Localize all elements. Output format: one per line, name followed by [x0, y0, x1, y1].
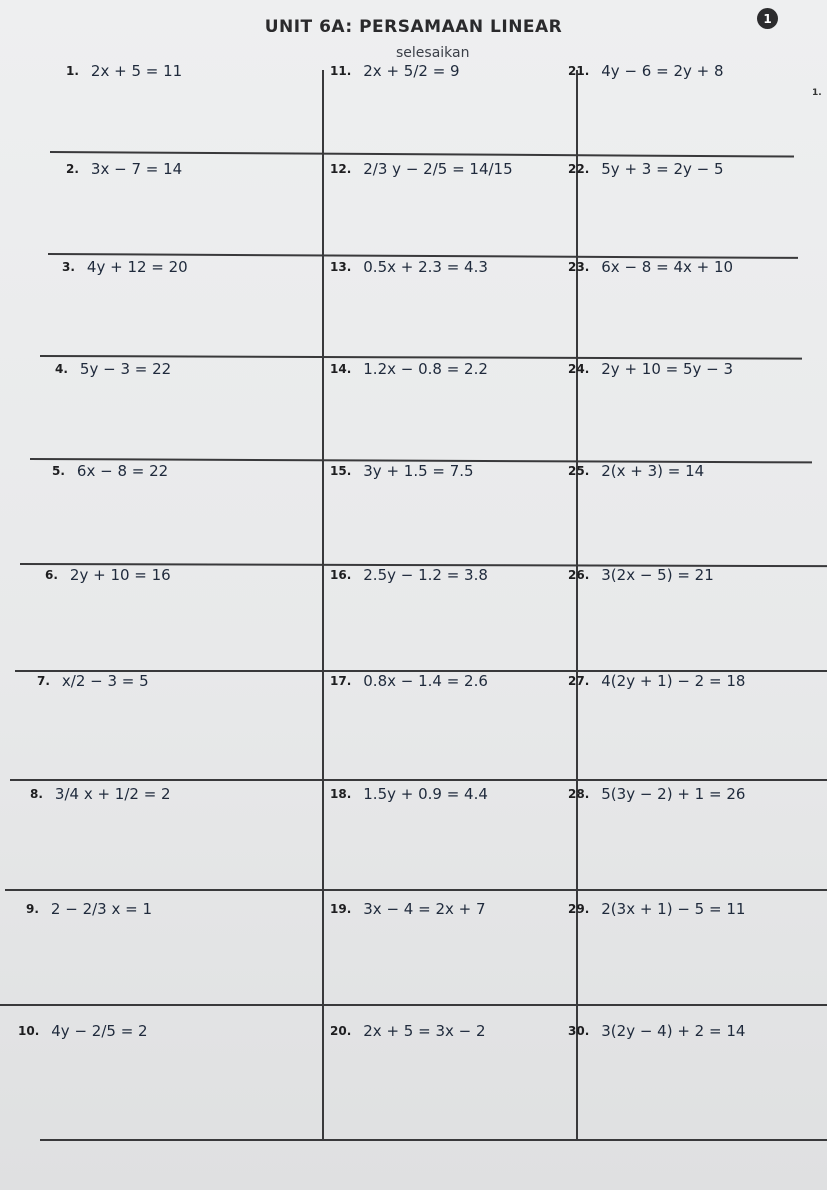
problem-equation: 3(2x − 5) = 21	[601, 566, 714, 584]
row-divider	[10, 779, 827, 781]
problem-equation: 5y − 3 = 22	[79, 360, 172, 378]
problem-item	[66, 160, 182, 178]
problem-equation: x/2 − 3 = 5	[61, 672, 149, 690]
problem-number: 23.	[568, 260, 590, 274]
problem-equation: 0.8x − 1.4 = 2.6	[363, 672, 488, 690]
problem-item	[330, 1022, 486, 1040]
problem-item	[568, 566, 714, 584]
problem-item	[330, 360, 488, 378]
problem-number: 14.	[330, 362, 352, 376]
problem-item	[568, 900, 745, 918]
problem-equation: 4y − 6 = 2y + 8	[601, 62, 724, 80]
problem-equation: 2/3 y − 2/5 = 14/15	[363, 160, 513, 178]
problem-equation: 2x + 5 = 11	[90, 62, 183, 80]
problem-item	[18, 1022, 148, 1040]
worksheet-title: UNIT 6A: PERSAMAAN LINEAR	[264, 17, 563, 37]
problem-item	[330, 900, 486, 918]
problem-item	[37, 672, 149, 690]
problem-item	[330, 672, 488, 690]
problem-item	[330, 785, 488, 803]
problem-equation: 0.5x + 2.3 = 4.3	[363, 258, 488, 276]
problem-item	[330, 160, 513, 178]
problem-number: 22.	[568, 162, 590, 176]
problem-item	[330, 62, 460, 80]
problem-equation: 2y + 10 = 5y − 3	[601, 360, 734, 378]
page-number-badge: 1	[757, 8, 778, 29]
problem-number: 18.	[330, 787, 352, 801]
problem-number: 19.	[330, 902, 352, 916]
problem-item	[568, 160, 724, 178]
problem-item	[66, 62, 182, 80]
problem-item	[568, 672, 745, 690]
problem-item	[30, 785, 171, 803]
problem-number: 16.	[330, 568, 352, 582]
problem-number: 10.	[18, 1024, 40, 1038]
problem-item	[52, 462, 168, 480]
problem-number: 2.	[66, 162, 79, 176]
problem-number: 11.	[330, 64, 352, 78]
instruction-note: selesaikan	[396, 45, 470, 61]
problem-number: 29.	[568, 902, 590, 916]
problem-item	[568, 258, 733, 276]
problem-equation: 1.2x − 0.8 = 2.2	[363, 360, 488, 378]
problem-equation: 2x + 5/2 = 9	[363, 62, 460, 80]
problem-number: 6.	[45, 568, 58, 582]
problem-equation: 2(x + 3) = 14	[601, 462, 705, 480]
problem-equation: 1.5y + 0.9 = 4.4	[363, 785, 488, 803]
row-divider	[40, 1139, 827, 1141]
problem-equation: 2y + 10 = 16	[69, 566, 171, 584]
problem-number: 4.	[55, 362, 68, 376]
problem-number: 9.	[26, 902, 39, 916]
problem-item	[62, 258, 188, 276]
problem-equation: 5y + 3 = 2y − 5	[601, 160, 724, 178]
problem-number: 25.	[568, 464, 590, 478]
problem-item	[568, 1022, 745, 1040]
column-divider	[576, 70, 578, 1140]
row-divider	[40, 355, 802, 360]
problem-number: 21.	[568, 64, 590, 78]
problem-item	[330, 462, 474, 480]
problem-equation: 4y + 12 = 20	[86, 258, 188, 276]
row-divider	[5, 889, 827, 891]
problem-item	[55, 360, 171, 378]
problem-number: 28.	[568, 787, 590, 801]
problem-item	[45, 566, 171, 584]
problem-equation: 3x − 7 = 14	[90, 160, 183, 178]
row-divider	[0, 1004, 827, 1006]
problem-item	[568, 785, 745, 803]
problem-number: 3.	[62, 260, 75, 274]
problem-item	[330, 258, 488, 276]
problem-number: 8.	[30, 787, 43, 801]
problem-number: 7.	[37, 674, 50, 688]
problem-equation: 6x − 8 = 22	[76, 462, 169, 480]
problem-number: 13.	[330, 260, 352, 274]
row-divider	[50, 151, 794, 158]
problem-number: 30.	[568, 1024, 590, 1038]
problem-number: 26.	[568, 568, 590, 582]
problem-equation: 3y + 1.5 = 7.5	[363, 462, 474, 480]
problem-item	[26, 900, 152, 918]
problem-number: 5.	[52, 464, 65, 478]
problem-item	[568, 62, 724, 80]
problem-number: 20.	[330, 1024, 352, 1038]
problem-item	[330, 566, 488, 584]
problem-equation: 5(3y − 2) + 1 = 26	[601, 785, 746, 803]
problem-equation: 2 − 2/3 x = 1	[50, 900, 153, 918]
problem-equation: 2x + 5 = 3x − 2	[363, 1022, 486, 1040]
problem-equation: 6x − 8 = 4x + 10	[601, 258, 734, 276]
problem-equation: 4y − 2/5 = 2	[51, 1022, 148, 1040]
margin-mark: 1.	[812, 88, 822, 98]
problem-number: 27.	[568, 674, 590, 688]
column-divider	[322, 70, 324, 1140]
problem-equation: 3(2y − 4) + 2 = 14	[601, 1022, 746, 1040]
problem-item	[568, 462, 704, 480]
problem-equation: 2.5y − 1.2 = 3.8	[363, 566, 488, 584]
problem-number: 24.	[568, 362, 590, 376]
problem-equation: 3/4 x + 1/2 = 2	[54, 785, 171, 803]
problem-equation: 2(3x + 1) − 5 = 11	[601, 900, 746, 918]
problem-equation: 3x − 4 = 2x + 7	[363, 900, 486, 918]
problem-number: 17.	[330, 674, 352, 688]
problem-number: 12.	[330, 162, 352, 176]
problem-equation: 4(2y + 1) − 2 = 18	[601, 672, 746, 690]
problem-number: 1.	[66, 64, 79, 78]
problem-item	[568, 360, 733, 378]
problem-number: 15.	[330, 464, 352, 478]
